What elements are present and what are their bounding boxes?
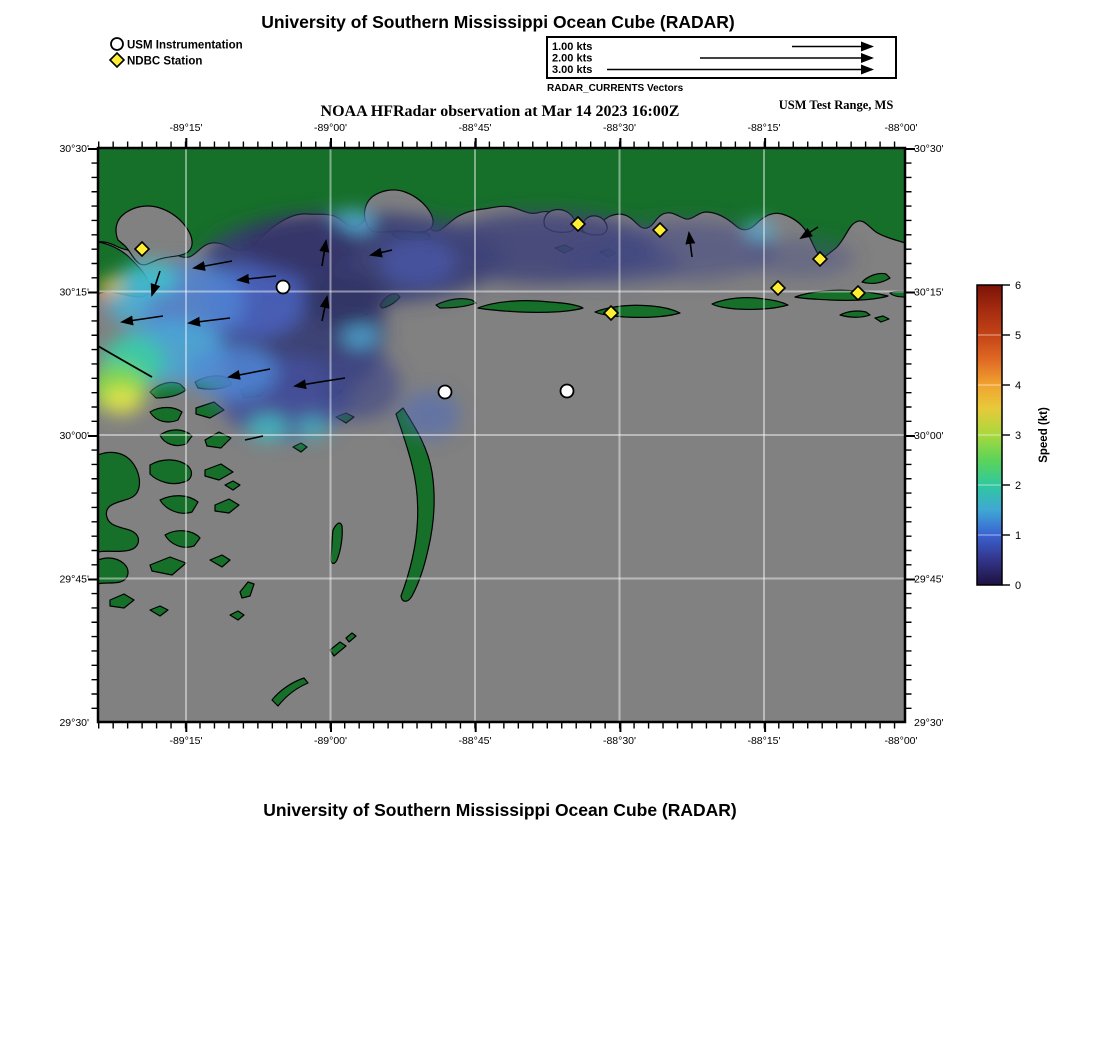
- map-legend: [110, 38, 243, 68]
- y-tick-label: 30°15': [914, 286, 944, 299]
- y-axis-labels-right: [914, 143, 944, 729]
- speed-blob: [102, 278, 124, 292]
- colorbar-tick-label: 1: [1015, 530, 1022, 542]
- usm-station-marker: [439, 386, 452, 399]
- y-tick-label: 29°30': [914, 717, 944, 729]
- speed-blob: [240, 215, 360, 275]
- vector-caption: RADAR_CURRENTS Vectors: [547, 83, 684, 94]
- y-tick-label: 30°30': [914, 143, 944, 155]
- x-tick-label: -88°15': [747, 735, 781, 747]
- x-axis-labels-top: [169, 122, 917, 134]
- x-tick-label: -89°15': [169, 122, 203, 134]
- speed-blob: [102, 386, 142, 414]
- speed-blob: [248, 415, 288, 441]
- usm-instrumentation-icon: [111, 38, 123, 50]
- region-label: USM Test Range, MS: [778, 98, 894, 112]
- usm-station-marker: [277, 281, 290, 294]
- y-tick-label: 30°00': [914, 430, 944, 442]
- footer-title: University of Southern Mississippi Ocean Cube (RADAR): [263, 800, 737, 820]
- speed-blob: [400, 391, 460, 439]
- page-title: University of Southern Mississippi Ocean Cube (RADAR): [261, 12, 735, 32]
- colorbar-title: Speed (kt): [1038, 407, 1050, 463]
- colorbar-tick-label: 5: [1015, 330, 1022, 342]
- x-axis-labels-bottom: [169, 735, 917, 747]
- colorbar-tick-labels: [1015, 280, 1021, 592]
- x-tick-label: -88°45': [458, 735, 492, 747]
- colorbar-tick-label: 3: [1015, 430, 1022, 442]
- x-tick-label: -88°30': [602, 735, 637, 747]
- usm-legend-label: USM Instrumentation: [127, 39, 243, 52]
- speed-blob: [320, 350, 400, 420]
- colorbar-tick-label: 6: [1015, 280, 1022, 292]
- x-tick-label: -89°00': [313, 122, 348, 134]
- x-tick-label: -89°00': [313, 735, 348, 747]
- usm-station-marker: [561, 385, 574, 398]
- speed-blob: [303, 272, 387, 328]
- speed-blob: [746, 221, 774, 239]
- ndbc-legend-label: NDBC Station: [127, 55, 203, 68]
- y-tick-label: 29°45': [59, 573, 89, 586]
- x-tick-label: -88°15': [747, 122, 781, 134]
- map-area: [88, 148, 905, 722]
- x-tick-label: -88°00': [884, 735, 918, 747]
- y-tick-label: 29°30': [59, 717, 89, 729]
- scale-3kt-label: 3.00 kts: [552, 64, 593, 76]
- speed-blob: [745, 238, 855, 278]
- x-tick-label: -88°45': [458, 122, 492, 134]
- y-tick-label: 30°15': [59, 286, 89, 299]
- scale-1kt-label: 1.00 kts: [552, 41, 593, 53]
- colorbar: [977, 280, 1050, 592]
- y-axis-labels-left: [59, 143, 89, 729]
- colorbar-ticks: [1002, 285, 1010, 585]
- x-tick-label: -88°00': [884, 122, 918, 134]
- x-tick-label: -89°15': [169, 735, 203, 747]
- y-tick-label: 30°30': [59, 143, 89, 155]
- scale-2kt-label: 2.00 kts: [552, 52, 593, 65]
- colorbar-tick-label: 2: [1015, 480, 1022, 492]
- colorbar-tick-label: 0: [1015, 580, 1022, 592]
- y-tick-label: 30°00': [59, 430, 89, 442]
- colorbar-tick-label: 4: [1015, 380, 1022, 392]
- observation-subtitle: NOAA HFRadar observation at Mar 14 2023 16:00Z: [320, 103, 680, 120]
- speed-blob: [187, 344, 277, 400]
- y-tick-label: 29°45': [914, 573, 944, 586]
- vector-scale-box: [547, 37, 896, 94]
- x-tick-label: -88°30': [602, 122, 637, 134]
- ndbc-station-icon: [110, 53, 124, 67]
- speed-blob: [380, 238, 456, 286]
